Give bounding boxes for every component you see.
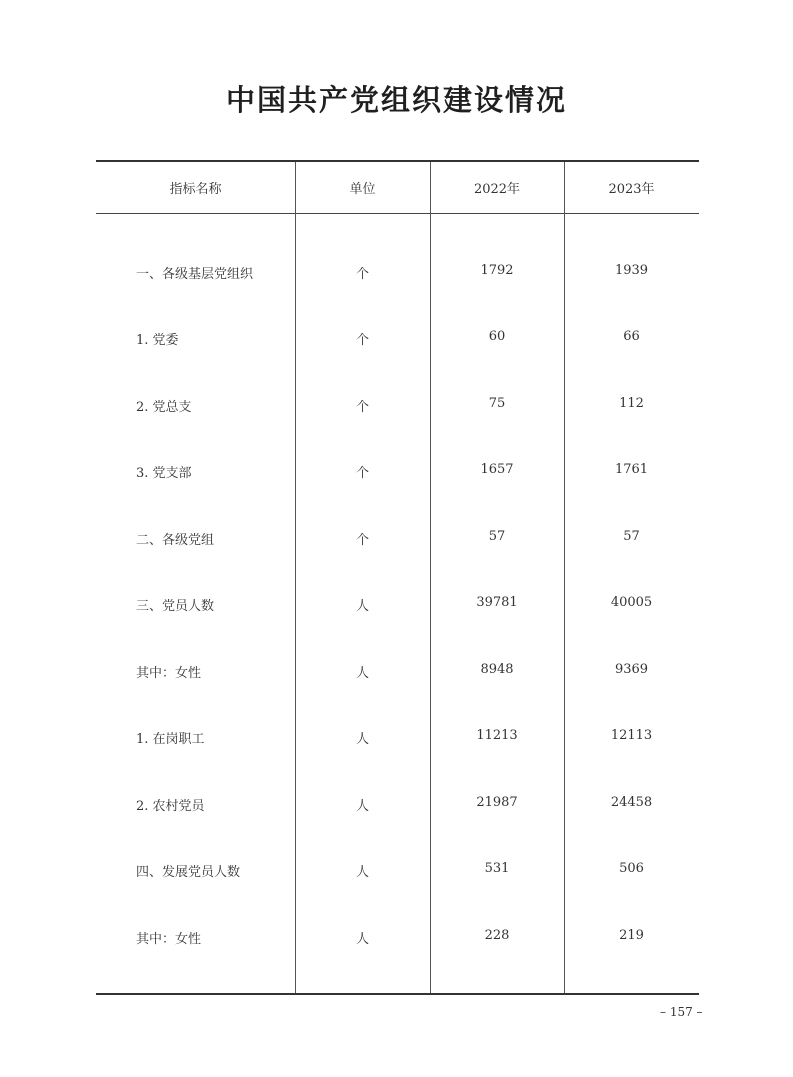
value-2023: 9369: [614, 662, 649, 677]
statistics-table: [96, 160, 699, 995]
table-row: [96, 795, 699, 815]
table-row: [96, 595, 699, 615]
table-row: [96, 329, 699, 349]
column-header-2022: 2022年: [473, 182, 521, 197]
value-2022: 1792: [480, 263, 514, 278]
header-rule: [96, 213, 699, 214]
indicator-name: 其中：女性: [136, 666, 202, 681]
value-2022: 75: [488, 396, 506, 411]
table-row: [96, 462, 699, 482]
indicator-name: 四、发展党员人数: [136, 865, 241, 880]
page-title: 中国共产党组织建设情况: [225, 83, 567, 117]
value-2022: 1657: [480, 462, 514, 477]
value-2022: 531: [484, 861, 510, 876]
column-header-indicator: 指标名称: [169, 182, 222, 197]
indicator-name: 2. 农村党员: [136, 799, 205, 814]
value-2023: 219: [619, 928, 644, 943]
value-2023: 57: [623, 529, 640, 544]
indicator-name: 其中：女性: [136, 932, 202, 947]
value-2023: 506: [619, 861, 644, 876]
table-row: [96, 529, 699, 549]
table-row: [96, 396, 699, 416]
unit-cell: 人: [355, 932, 369, 947]
unit-cell: 个: [355, 333, 369, 348]
unit-cell: 人: [355, 732, 369, 747]
unit-cell: 人: [355, 865, 369, 880]
unit-cell: 个: [355, 400, 369, 415]
column-header-2023: 2023年: [608, 182, 655, 197]
indicator-name: 2. 党总支: [136, 400, 192, 415]
page-number: – 157 –: [660, 1005, 703, 1019]
table-row: [96, 728, 699, 748]
table-row: [96, 662, 699, 682]
unit-cell: 人: [355, 799, 369, 814]
value-2022: 39781: [476, 595, 518, 610]
indicator-name: 1. 在岗职工: [136, 732, 205, 747]
indicator-name: 二、各级党组: [136, 533, 215, 548]
unit-cell: 人: [355, 599, 369, 614]
value-2023: 1939: [614, 263, 649, 278]
value-2022: 60: [488, 329, 506, 344]
table-row: [96, 263, 699, 283]
value-2022: 8948: [480, 662, 514, 677]
value-2022: 57: [488, 529, 506, 544]
value-2023: 40005: [610, 595, 653, 610]
value-2023: 66: [623, 329, 640, 344]
column-header-unit: 单位: [349, 182, 376, 197]
value-2023: 24458: [610, 795, 653, 810]
table-row: [96, 861, 699, 881]
value-2023: 1761: [614, 462, 649, 477]
unit-cell: 个: [355, 267, 369, 282]
indicator-name: 一、各级基层党组织: [136, 267, 254, 282]
unit-cell: 个: [355, 533, 369, 548]
value-2023: 112: [619, 396, 644, 411]
indicator-name: 三、党员人数: [136, 599, 215, 614]
indicator-name: 1. 党委: [136, 333, 179, 348]
value-2022: 11213: [476, 728, 518, 743]
value-2022: 21987: [476, 795, 518, 810]
value-2023: 12113: [610, 728, 653, 743]
table-row: [96, 928, 699, 948]
unit-cell: 个: [355, 466, 369, 481]
indicator-name: 3. 党支部: [136, 466, 192, 481]
unit-cell: 人: [355, 666, 369, 681]
value-2022: 228: [484, 928, 510, 943]
